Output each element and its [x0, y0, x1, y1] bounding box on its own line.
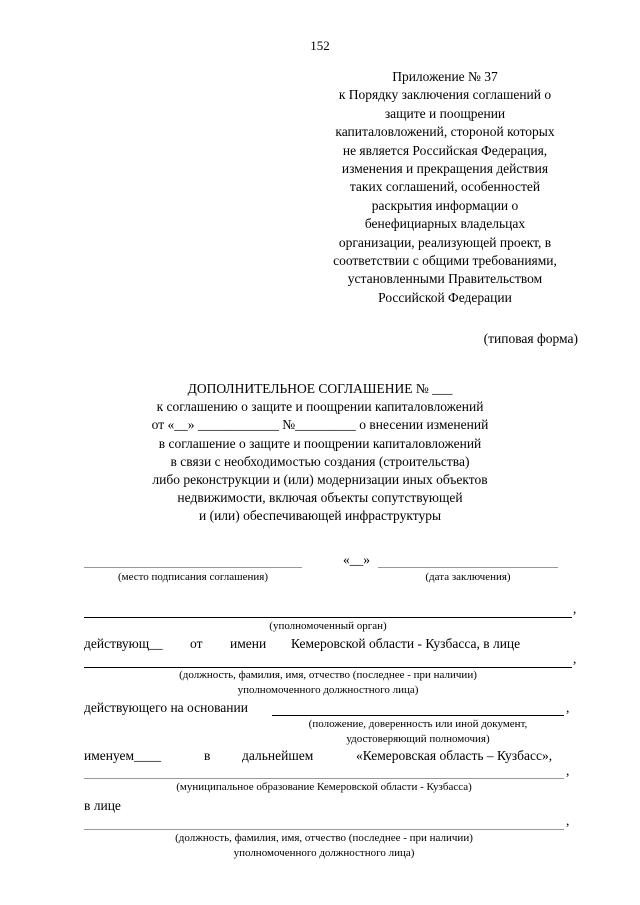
appendix-header — [300, 68, 590, 307]
date-day-quote: «__» — [343, 552, 370, 567]
date-caption: (дата заключения) — [425, 571, 511, 583]
appendix-line: к Порядку заключения соглашений о — [338, 87, 552, 103]
official2-caption: уполномоченного должностного лица) — [233, 847, 415, 859]
title-line: и (или) обеспечивающей инфраструктуры — [198, 508, 442, 524]
title-line: ДОПОЛНИТЕЛЬНОЕ СОГЛАШЕНИЕ № ___ — [187, 381, 453, 396]
authority-caption: (уполномоченный орган) — [269, 620, 387, 632]
appendix-line: Приложение № 37 — [392, 69, 498, 84]
title-line: от «__» ____________ №_________ о внесении изменений — [151, 417, 489, 433]
appendix-line: раскрытия информации о — [371, 197, 519, 213]
municipal-caption: (муниципальное образование Кемеровской области - Кузбасса) — [176, 781, 472, 793]
title-line: к соглашению о защите и поощрении капиталовложений — [156, 399, 484, 415]
named-word: в — [204, 748, 211, 763]
authority-blank-line[interactable] — [84, 617, 572, 618]
title-line: в соглашение о защите и поощрении капиталовложений — [158, 435, 482, 451]
official2-caption: (должность, фамилия, имя, отчество (последнее - при наличии) — [175, 832, 473, 844]
place-caption: (место подписания соглашения) — [117, 571, 269, 583]
appendix-line: защите и поощрении — [384, 105, 506, 121]
document-title — [0, 380, 640, 526]
page-number: 152 — [310, 38, 330, 53]
appendix-line: бенефициарных владельцах — [364, 216, 526, 232]
in-person-label: в лице — [84, 798, 121, 813]
named-word: дальнейшем — [242, 748, 314, 763]
place-blank-line[interactable] — [84, 567, 302, 568]
title-line: в связи с необходимостью создания (строительства) — [170, 453, 470, 469]
official-caption: уполномоченного должностного лица) — [237, 684, 419, 696]
official2-blank-line[interactable] — [84, 829, 564, 830]
basis-caption: (положение, доверенность или иной документ, — [308, 718, 528, 730]
official-caption: (должность, фамилия, имя, отчество (последнее - при наличии) — [179, 669, 477, 681]
date-blank-line[interactable] — [378, 567, 558, 568]
basis-blank-line[interactable] — [272, 715, 564, 716]
acting-basis-label: действующего на основании — [84, 700, 248, 715]
title-line: либо реконструкции и (или) модернизации иных объектов — [152, 472, 488, 488]
municipal-blank-line[interactable] — [84, 778, 564, 779]
acting-word: от — [190, 636, 203, 651]
comma: , — [566, 763, 570, 778]
appendix-line: организации, реализующей проект, в — [338, 234, 552, 250]
appendix-line: не является Российская Федерация, — [342, 142, 548, 158]
named-word: именуем____ — [84, 748, 162, 763]
comma: , — [573, 601, 577, 616]
appendix-line: капиталовложений, стороной которых — [335, 124, 555, 140]
appendix-line: Российской Федерации — [378, 289, 512, 305]
comma: , — [566, 813, 570, 828]
comma: , — [573, 651, 577, 666]
acting-word: имени — [230, 636, 267, 651]
form-type-label: (типовая форма) — [483, 331, 578, 346]
appendix-line: соответствии с общими требованиями, — [333, 253, 557, 269]
acting-word: действующ__ — [84, 636, 163, 651]
appendix-line: изменения и прекращения действия — [341, 161, 549, 177]
acting-word: Кемеровской области - Кузбасса, в лице — [291, 636, 521, 651]
comma: , — [566, 700, 570, 715]
named-word: «Кемеровская область – Кузбасс», — [356, 748, 553, 763]
appendix-line: таких соглашений, особенностей — [349, 179, 541, 195]
title-line: недвижимости, включая объекты сопутствующей — [177, 490, 463, 506]
official-blank-line[interactable] — [84, 667, 572, 668]
basis-caption: удостоверяющий полномочия) — [346, 733, 490, 745]
appendix-line: установленными Правительством — [347, 271, 543, 287]
